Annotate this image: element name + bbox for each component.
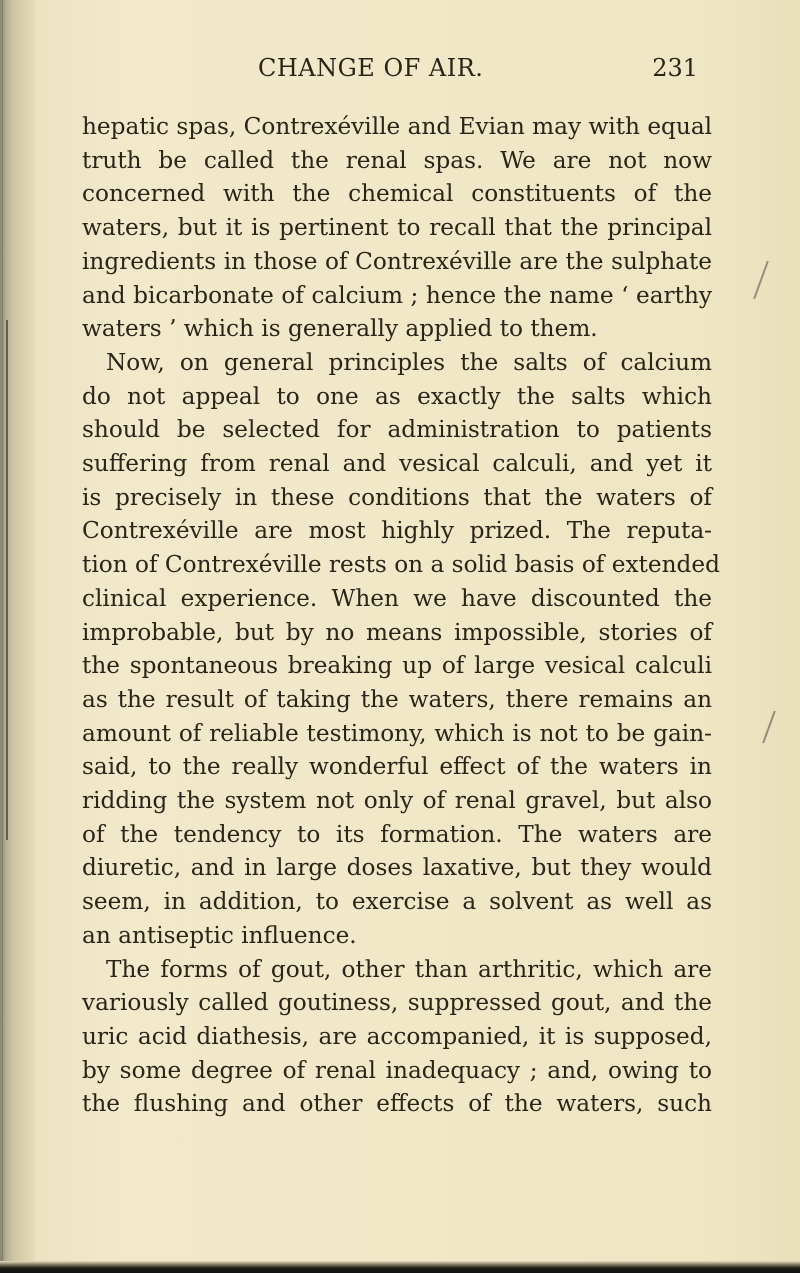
text-line: ingredients in those of Contrexéville are the sulphate <box>82 247 712 275</box>
text-line: ridding the system not only of renal gravel, but also <box>82 787 712 815</box>
page-number: 231 <box>652 54 698 82</box>
text-line: an antiseptic influence. <box>82 921 357 949</box>
margin-pencil-mark <box>762 711 776 744</box>
text-line: tion of Contrexéville rests on a solid basis of extended <box>82 551 720 579</box>
page-header <box>118 54 698 94</box>
text-line: truth be called the renal spas. We are not now <box>82 146 712 174</box>
text-line: concerned with the chemical constituents of the <box>82 180 712 208</box>
text-line: seem, in addition, to exercise a solvent as well as <box>82 888 712 916</box>
gutter-edge <box>2 0 3 1273</box>
margin-pencil-mark <box>753 261 769 299</box>
text-line: the flushing and other effects of the waters, such <box>82 1090 712 1118</box>
text-line: as the result of taking the waters, there remains an <box>82 685 712 713</box>
text-line: uric acid diathesis, are accompanied, it is supposed, <box>82 1022 712 1050</box>
text-line: amount of reliable testimony, which is not to be gain- <box>82 719 712 747</box>
text-line: waters, but it is pertinent to recall that the principal <box>82 214 712 242</box>
body-text <box>82 110 720 1121</box>
paragraph <box>82 953 712 1122</box>
text-line: hepatic spas, Contrexéville and Evian may with equal <box>82 113 713 140</box>
text-line: said, to the really wonderful effect of the waters in <box>82 753 712 781</box>
gutter-shadow <box>6 320 8 840</box>
text-line: Now, on general principles the salts of calcium <box>106 348 712 376</box>
text-line: of the tendency to its formation. The waters are <box>82 820 712 848</box>
text-line: improbable, but by no means impossible, stories of <box>82 618 712 646</box>
paragraph <box>82 110 712 346</box>
text-line: clinical experience. When we have discounted the <box>82 584 712 612</box>
text-line: do not appeal to one as exactly the salts which <box>82 382 712 410</box>
page-gutter <box>0 0 34 1273</box>
text-line: variously called goutiness, suppressed gout, and the <box>82 989 712 1017</box>
text-line: and bicarbonate of calcium ; hence the name ‘ earthy <box>82 281 712 309</box>
text-line: diuretic, and in large doses laxative, but they would <box>82 854 712 882</box>
text-line: Contrexéville are most highly prized. The reputa- <box>82 517 712 545</box>
text-line: is precisely in these conditions that the waters of <box>82 483 712 511</box>
page-bottom-edge <box>0 1261 800 1273</box>
text-line: should be selected for administration to patients <box>82 416 712 444</box>
text-line: waters ’ which is generally applied to them. <box>82 315 598 343</box>
paragraph <box>82 346 720 953</box>
text-line: The forms of gout, other than arthritic, which are <box>106 955 712 983</box>
text-line: by some degree of renal inadequacy ; and, owing to <box>82 1056 712 1084</box>
text-line: suffering from renal and vesical calculi, and yet it <box>82 450 712 478</box>
running-head: CHANGE OF AIR. <box>258 54 484 82</box>
text-line: the spontaneous breaking up of large vesical calculi <box>82 652 712 680</box>
